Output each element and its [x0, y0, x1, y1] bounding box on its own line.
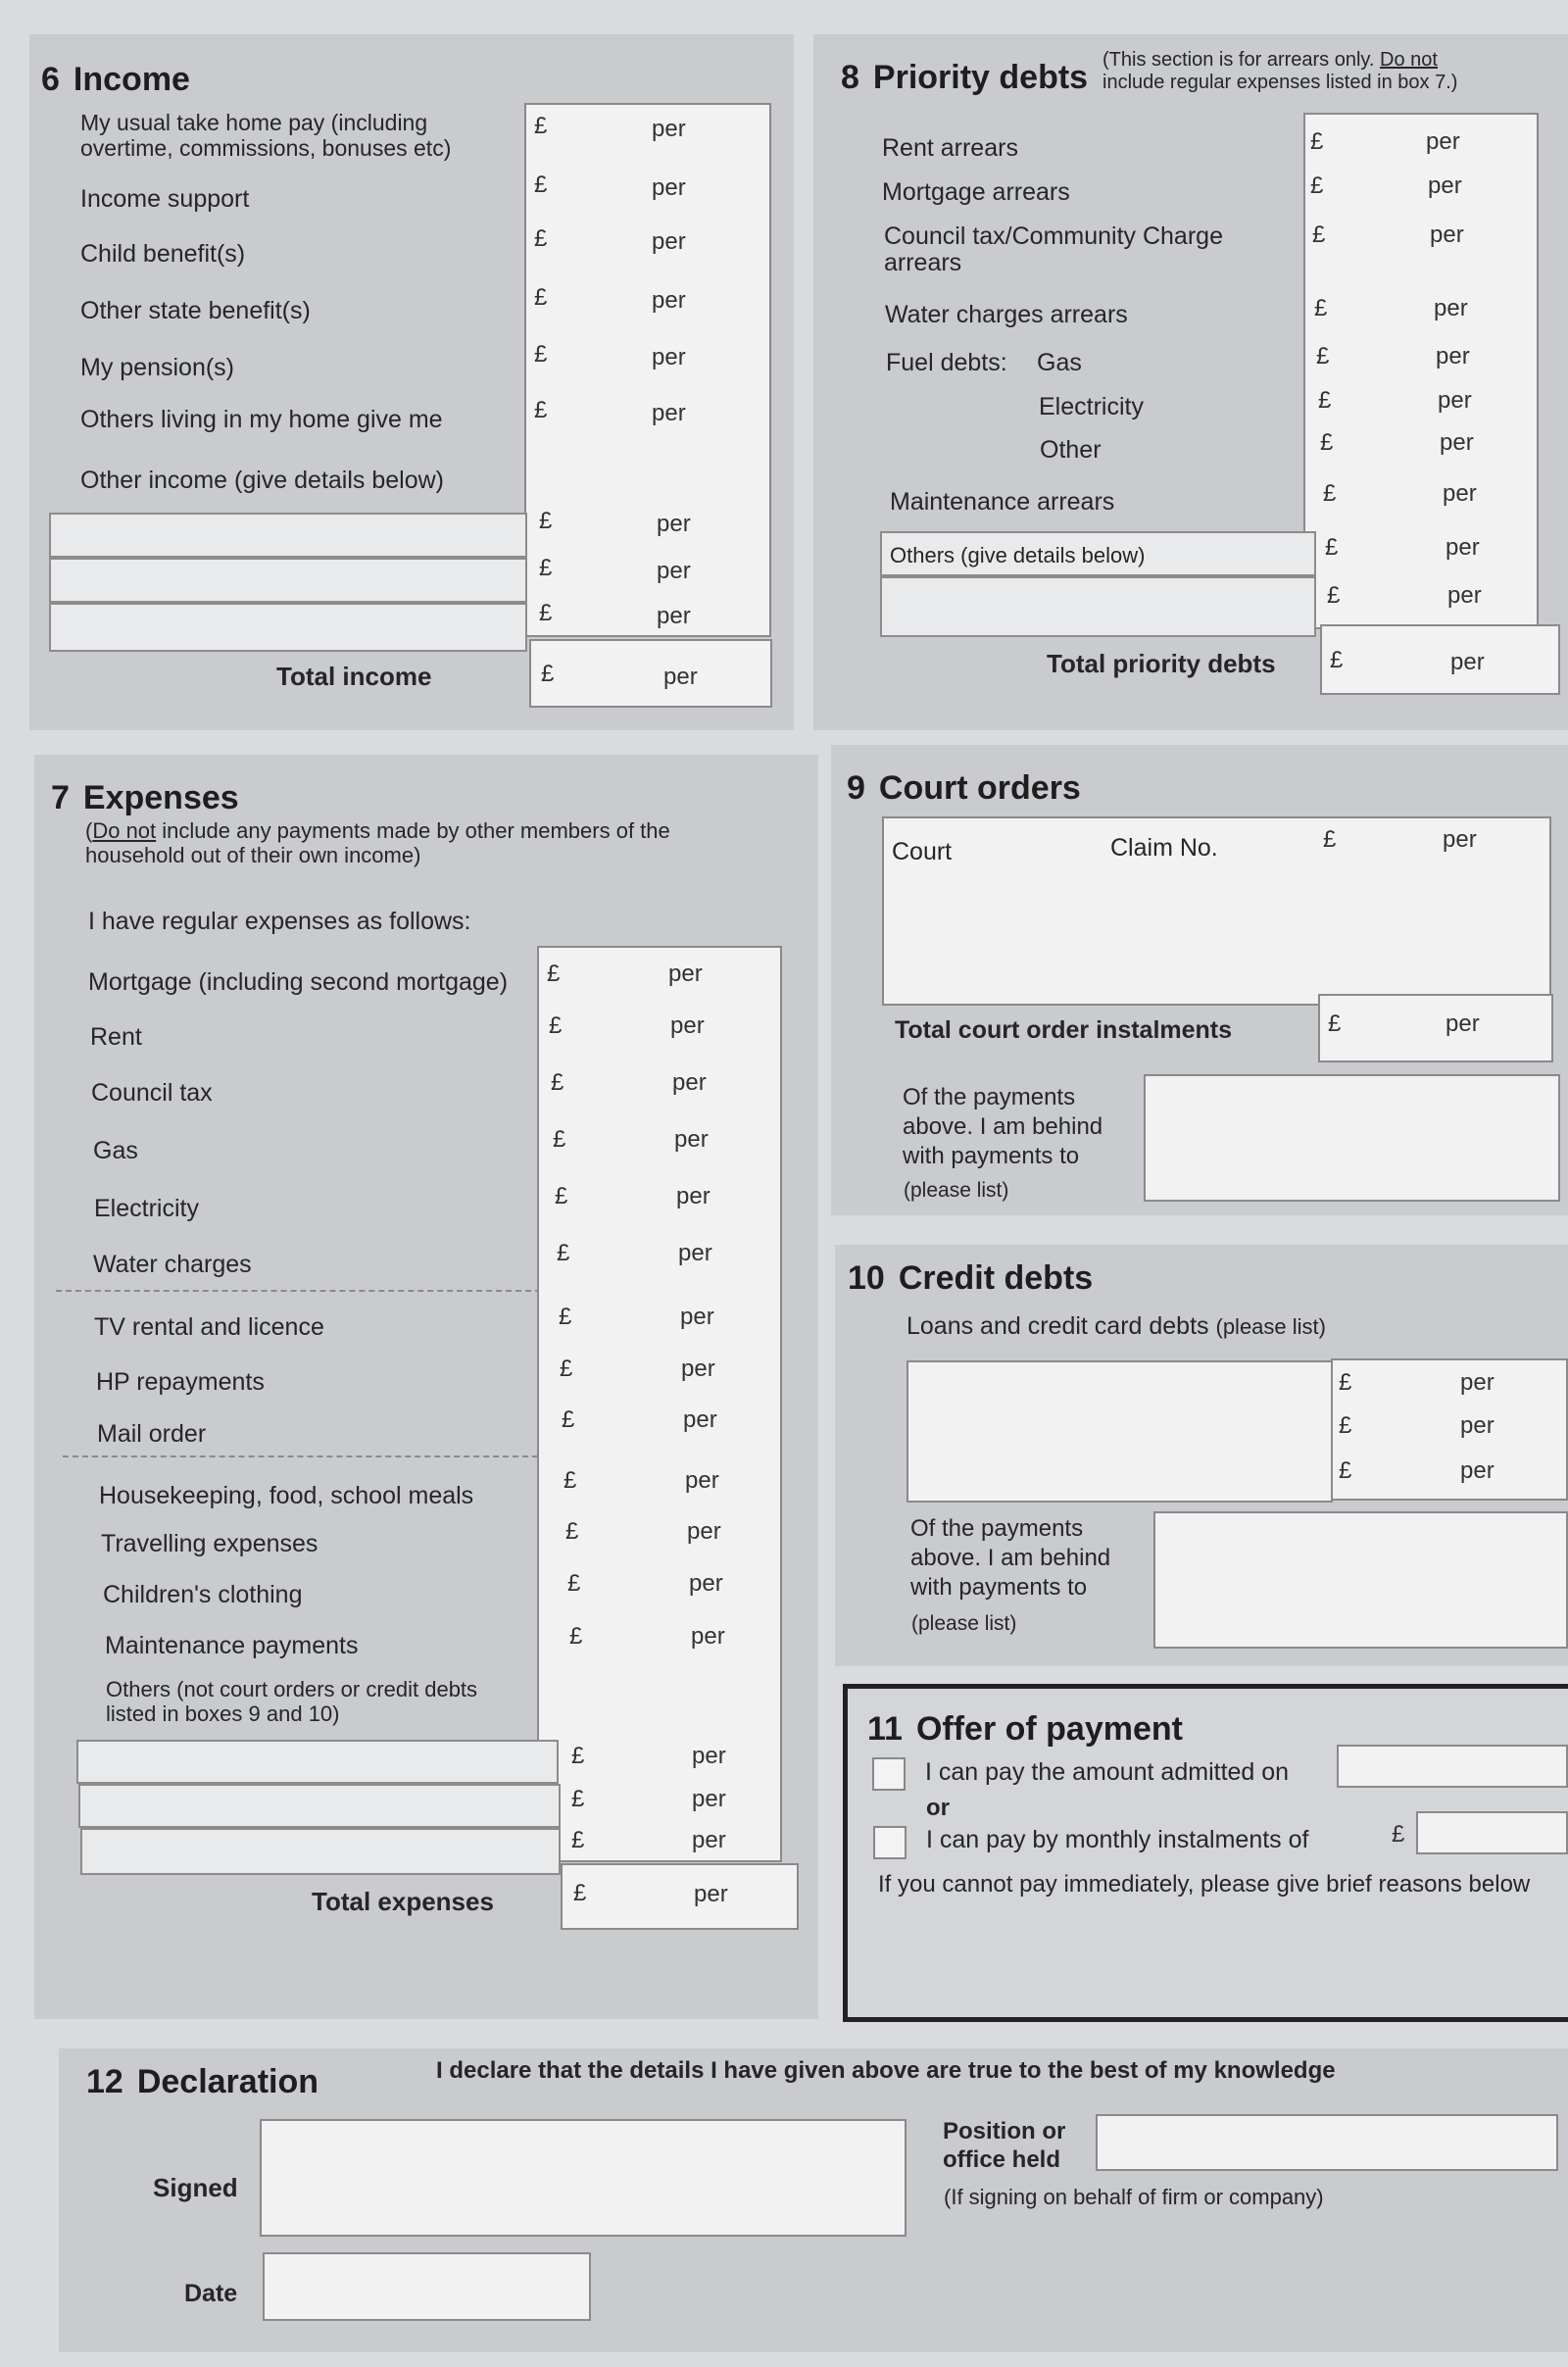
pound-sign: £ [547, 961, 561, 987]
pound-sign: £ [564, 1467, 577, 1494]
per-label: per [657, 558, 691, 584]
pound-sign: £ [1314, 295, 1328, 321]
pound-sign: £ [562, 1406, 575, 1433]
section-9-header: 9 Court orders [847, 769, 1081, 807]
pound-sign: £ [1320, 429, 1334, 456]
income-label-take-home: My usual take home pay (including overtime, commissions, bonuses etc) [80, 110, 452, 161]
income-total-label: Total income [276, 662, 432, 691]
per-label: per [672, 1069, 707, 1096]
per-label: per [1460, 1369, 1494, 1396]
per-label: per [680, 1304, 714, 1330]
declaration-date-label: Date [184, 2280, 238, 2307]
per-label: per [692, 1743, 726, 1769]
pound-sign: £ [539, 508, 553, 534]
priority-total-label: Total priority debts [1047, 649, 1276, 678]
offer-instalments-checkbox[interactable] [873, 1826, 906, 1859]
court-please-list: (please list) [904, 1179, 1009, 1202]
pound-sign: £ [534, 225, 548, 252]
section-7-title: Expenses [82, 779, 239, 816]
pound-sign: £ [549, 1012, 563, 1039]
expense-label-water: Water charges [93, 1251, 252, 1278]
per-label: per [1446, 534, 1480, 561]
credit-please-list: (please list) [911, 1612, 1017, 1635]
per-label: per [692, 1827, 726, 1853]
section-6-title: Income [73, 61, 190, 98]
per-label: per [683, 1406, 717, 1433]
income-detail-field-1[interactable] [49, 513, 527, 558]
expense-label-travelling: Travelling expenses [101, 1530, 318, 1557]
declaration-position-label: Position or office held [943, 2118, 1066, 2173]
section-10-title: Credit debts [898, 1259, 1094, 1297]
pound-sign: £ [571, 1827, 585, 1853]
offer-reasons-label: If you cannot pay immediately, please give brief reasons below [878, 1871, 1531, 1898]
pound-sign: £ [571, 1743, 585, 1769]
expense-label-others: Others (not court orders or credit debts listed in boxes 9 and 10) [106, 1677, 478, 1726]
expense-label-mortgage: Mortgage (including second mortgage) [88, 968, 509, 996]
pound-sign: £ [1316, 343, 1330, 370]
pound-sign: £ [571, 1786, 585, 1812]
priority-label-water-arrears: Water charges arrears [885, 301, 1128, 328]
pound-sign: £ [551, 1069, 564, 1096]
pound-sign: £ [559, 1304, 572, 1330]
per-label: per [1446, 1011, 1480, 1037]
per-label: per [676, 1183, 710, 1209]
per-label: per [670, 1012, 705, 1039]
income-detail-field-2[interactable] [49, 558, 527, 603]
per-label: per [687, 1518, 721, 1545]
pound-sign: £ [565, 1518, 579, 1545]
pound-sign: £ [1339, 1369, 1352, 1396]
per-label: per [1428, 173, 1462, 199]
declaration-position-field[interactable] [1096, 2114, 1558, 2171]
per-label: per [1434, 295, 1468, 321]
expense-label-maintenance: Maintenance payments [105, 1632, 359, 1659]
declaration-signature-field[interactable] [260, 2119, 906, 2237]
pound-sign: £ [1323, 480, 1337, 507]
per-label: per [1460, 1412, 1494, 1439]
credit-intro: Loans and credit card debts (please list) [906, 1312, 1326, 1340]
expense-label-mail-order: Mail order [97, 1420, 207, 1448]
pound-sign: £ [1327, 582, 1341, 609]
income-label-income-support: Income support [80, 185, 250, 213]
pound-sign: £ [534, 341, 548, 368]
credit-list-field[interactable] [906, 1360, 1333, 1503]
section-6-header: 6 Income [41, 61, 190, 98]
income-label-pension: My pension(s) [80, 354, 234, 381]
per-label: per [663, 664, 698, 690]
pound-sign: £ [569, 1623, 583, 1650]
priority-detail-field[interactable] [880, 576, 1316, 637]
section-9-title: Court orders [878, 769, 1081, 807]
expense-label-tv: TV rental and licence [94, 1313, 324, 1341]
per-label: per [674, 1126, 709, 1153]
pound-sign: £ [1323, 826, 1337, 853]
per-label: per [652, 400, 686, 426]
pound-sign: £ [567, 1570, 581, 1597]
expense-divider-2 [63, 1455, 548, 1457]
section-8-note: (This section is for arrears only. Do not include regular expenses listed in box 7.) [1102, 49, 1458, 93]
priority-label-fuel-other: Other [1040, 436, 1102, 464]
expense-detail-field-2[interactable] [78, 1784, 561, 1828]
pound-sign: £ [541, 661, 555, 687]
court-total-field[interactable] [1318, 994, 1553, 1062]
section-8-title: Priority debts [872, 59, 1089, 96]
priority-amount-column[interactable] [1303, 113, 1539, 629]
priority-label-fuel-electricity: Electricity [1039, 393, 1144, 420]
per-label: per [1426, 128, 1460, 155]
credit-amount-column[interactable] [1331, 1358, 1568, 1501]
pound-sign: £ [1312, 222, 1326, 248]
declaration-signed-label: Signed [153, 2173, 238, 2202]
per-label: per [1443, 480, 1477, 507]
per-label: per [1443, 826, 1477, 853]
section-11-title: Offer of payment [915, 1710, 1183, 1748]
expense-label-gas: Gas [93, 1137, 138, 1164]
declaration-behalf-note: (If signing on behalf of firm or company) [944, 2185, 1324, 2209]
pound-sign: £ [1318, 387, 1332, 414]
pound-sign: £ [534, 113, 548, 139]
court-total-label: Total court order instalments [895, 1016, 1233, 1044]
per-label: per [652, 344, 686, 370]
income-label-child-benefit: Child benefit(s) [80, 240, 246, 268]
court-behind-field[interactable] [1144, 1074, 1560, 1202]
per-label: per [652, 228, 686, 255]
per-label: per [652, 174, 686, 201]
per-label: per [1436, 343, 1470, 370]
priority-label-rent-arrears: Rent arrears [882, 134, 1018, 162]
per-label: per [694, 1881, 728, 1907]
offer-or-label: or [926, 1795, 950, 1821]
pound-sign: £ [534, 284, 548, 311]
declaration-date-field[interactable] [263, 2252, 591, 2321]
section-7-intro: I have regular expenses as follows: [88, 908, 471, 935]
offer-admitted-checkbox[interactable] [872, 1757, 906, 1791]
income-label-other-income: Other income (give details below) [80, 467, 444, 494]
pound-sign: £ [1328, 1011, 1342, 1037]
per-label: per [1440, 429, 1474, 456]
expense-amount-column[interactable] [537, 946, 782, 1862]
priority-label-fuel-gas: Gas [1037, 349, 1082, 376]
offer-instalments-label: I can pay by monthly instalments of [926, 1826, 1309, 1853]
priority-label-others: Others (give details below) [890, 543, 1146, 567]
income-label-others-living: Others living in my home give me [80, 406, 443, 433]
pound-sign: £ [553, 1126, 566, 1153]
priority-total-field[interactable] [1320, 624, 1560, 695]
court-col-court: Court [892, 838, 953, 865]
per-label: per [691, 1623, 725, 1650]
section-12-title: Declaration [136, 2063, 319, 2100]
section-7-header: 7 Expenses [51, 779, 239, 816]
section-10-header: 10 Credit debts [848, 1259, 1094, 1297]
expense-divider-1 [56, 1290, 541, 1292]
section-8-header: 8 Priority debts [841, 59, 1089, 96]
per-label: per [681, 1356, 715, 1382]
offer-admitted-date-field[interactable] [1337, 1745, 1568, 1788]
per-label: per [678, 1240, 712, 1266]
offer-admitted-label: I can pay the amount admitted on [925, 1758, 1290, 1786]
pound-sign: £ [534, 172, 548, 198]
per-label: per [1450, 649, 1485, 675]
expense-label-electricity: Electricity [94, 1195, 199, 1222]
expense-label-childrens-clothing: Children's clothing [103, 1581, 303, 1608]
per-label: per [689, 1570, 723, 1597]
pound-sign: £ [560, 1356, 573, 1382]
per-label: per [652, 287, 686, 314]
pound-sign: £ [539, 600, 553, 626]
per-label: per [657, 603, 691, 629]
pound-sign: £ [1339, 1412, 1352, 1439]
court-behind-label: Of the payments above. I am behind with payments to [903, 1084, 1103, 1169]
pound-sign: £ [1392, 1821, 1405, 1848]
expense-total-label: Total expenses [312, 1887, 494, 1916]
income-amount-column[interactable] [524, 103, 771, 637]
per-label: per [652, 116, 686, 142]
priority-label-maintenance-arrears: Maintenance arrears [890, 488, 1115, 516]
pound-sign: £ [1339, 1457, 1352, 1484]
offer-instalments-amount-field[interactable] [1416, 1811, 1568, 1854]
expense-label-council-tax: Council tax [91, 1079, 213, 1107]
pound-sign: £ [539, 555, 553, 581]
expense-detail-field-1[interactable] [76, 1740, 559, 1784]
expense-detail-field-3[interactable] [80, 1828, 561, 1875]
pound-sign: £ [1310, 173, 1324, 199]
pound-sign: £ [557, 1240, 570, 1266]
per-label: per [685, 1467, 719, 1494]
income-label-other-state-benefit: Other state benefit(s) [80, 297, 311, 324]
per-label: per [1460, 1457, 1494, 1484]
court-col-claim: Claim No. [1110, 834, 1218, 862]
income-total-field[interactable] [529, 639, 772, 708]
per-label: per [1430, 222, 1464, 248]
pound-sign: £ [534, 397, 548, 423]
section-7-note: (Do not include any payments made by other members of the household out of their own income) [85, 818, 670, 867]
priority-label-fuel-debts: Fuel debts: [886, 349, 1007, 376]
credit-behind-field[interactable] [1153, 1511, 1568, 1649]
declaration-statement: I declare that the details I have given above are true to the best of my knowledge [436, 2057, 1336, 2084]
pound-sign: £ [1310, 128, 1324, 155]
pound-sign: £ [573, 1880, 587, 1906]
expense-total-field[interactable] [561, 1863, 799, 1930]
section-11-header: 11 Offer of payment [867, 1710, 1183, 1748]
pound-sign: £ [555, 1183, 568, 1209]
credit-behind-label: Of the payments above. I am behind with payments to [910, 1515, 1111, 1601]
per-label: per [1447, 582, 1482, 609]
priority-label-council-tax-arrears: Council tax/Community Charge arrears [884, 222, 1223, 276]
expense-label-rent: Rent [90, 1023, 142, 1051]
per-label: per [668, 961, 703, 987]
pound-sign: £ [1325, 534, 1339, 561]
per-label: per [657, 511, 691, 537]
per-label: per [692, 1786, 726, 1812]
expense-label-housekeeping: Housekeeping, food, school meals [99, 1482, 474, 1509]
priority-label-mortgage-arrears: Mortgage arrears [882, 178, 1070, 206]
pound-sign: £ [1330, 647, 1344, 673]
section-12-header: 12 Declaration [86, 2063, 319, 2100]
per-label: per [1438, 387, 1472, 414]
expense-label-hp: HP repayments [96, 1368, 265, 1396]
income-detail-field-3[interactable] [49, 603, 527, 652]
